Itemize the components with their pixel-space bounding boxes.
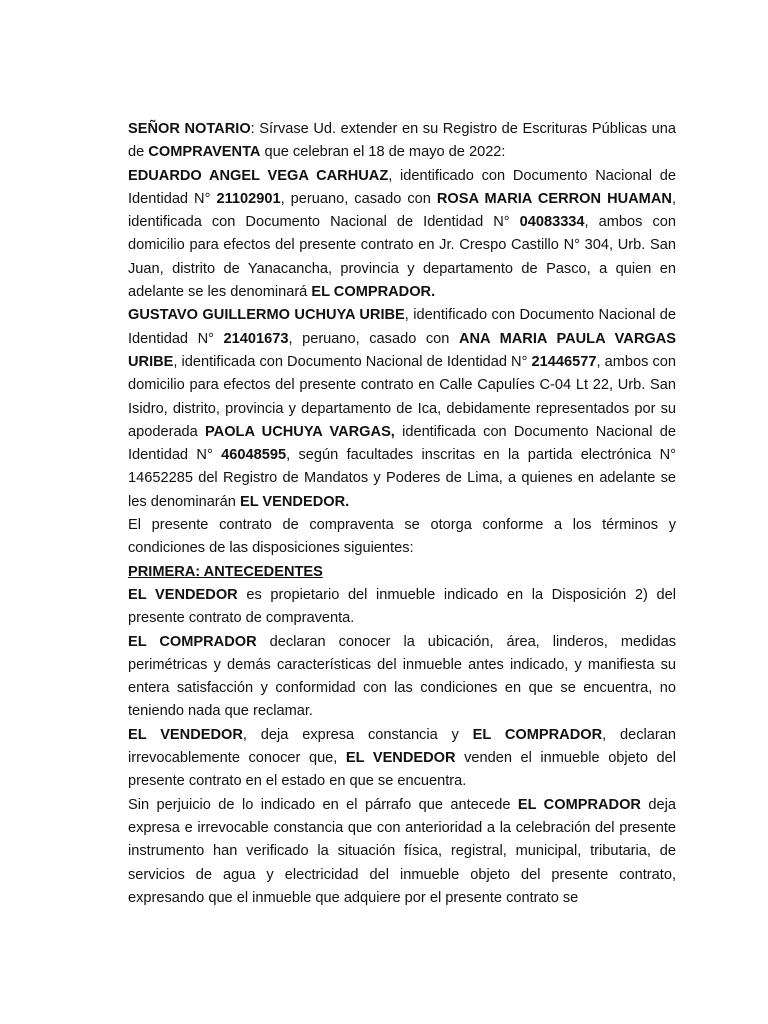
text-run: identificada con Documento Nacional de Identidad N° xyxy=(128,423,676,464)
bold-text: EL VENDEDOR xyxy=(128,586,238,603)
section-heading: PRIMERA: ANTECEDENTES xyxy=(128,563,323,580)
bold-text: EDUARDO ANGEL VEGA CARHUAZ xyxy=(128,167,389,184)
bold-text: ANA MARIA PAULA VARGAS URIBE xyxy=(128,330,676,370)
bold-text: EL VENDEDOR xyxy=(345,750,456,767)
text-run: , identificado con Documento Nacional de Identidad N° xyxy=(128,307,676,347)
text-run: que celebran el 18 de mayo de 2022: xyxy=(260,144,506,161)
text-run: , identificada con Documento Nacional de Identidad N° xyxy=(128,190,676,231)
text-run: , ambos con domicilio para efectos del presente contrato en Jr. Crespo Castillo N° 304, Urb. San Juan, distrito de Yanacancha, provincia y departamento de Pasco, a quien en adelante se les denominará xyxy=(128,214,676,301)
bold-text: 04083334 xyxy=(519,214,585,231)
text-run: , declaran irrevocablemente conocer que, xyxy=(128,726,677,767)
bold-text: 21446577 xyxy=(531,353,597,370)
bold-text: PAOLA UCHUYA VARGAS, xyxy=(205,423,395,440)
text-run: El presente contrato de compraventa se otorga conforme a los términos y condiciones de las disposiciones siguientes: xyxy=(128,517,676,557)
document-paragraph xyxy=(128,165,676,305)
bold-text: COMPRAVENTA xyxy=(148,144,261,161)
text-run: : Sírvase Ud. extender en su Registro de Escrituras Públicas una de xyxy=(128,121,676,161)
bold-text: GUSTAVO GUILLERMO UCHUYA URIBE xyxy=(128,307,405,324)
text-run: , ambos con domicilio para efectos del presente contrato en Calle Capulíes C-04 Lt 22, Urb. San Isidro, distrito, provincia y departamento de Ica, debidamente representados por su apoderada xyxy=(128,353,676,440)
document-paragraph xyxy=(128,584,676,631)
document-paragraph xyxy=(128,631,676,724)
bold-text: ROSA MARIA CERRON HUAMAN xyxy=(436,190,672,207)
text-run: , deja expresa constancia y xyxy=(242,726,473,743)
document-paragraph xyxy=(128,561,676,584)
text-run: , identificado con Documento Nacional de Identidad N° xyxy=(128,167,676,207)
text-run: venden el inmueble objeto del presente contrato en el estado en que se encuentra. xyxy=(128,750,676,790)
text-run: , identificada con Documento Nacional de Identidad N° xyxy=(173,353,532,370)
document-paragraph xyxy=(128,304,676,514)
document-paragraph xyxy=(128,514,676,561)
text-run: , peruano, casado con xyxy=(288,330,459,347)
text-run: , según facultades inscritas en la partida electrónica N° 14652285 del Registro de Mandatos y Poderes de Lima, a quienes en adelante se les denominarán xyxy=(128,447,676,510)
text-run: es propietario del inmueble indicado en la Disposición 2) del presente contrato de compraventa. xyxy=(128,586,676,627)
bold-text: 21102901 xyxy=(216,190,281,207)
bold-text: EL VENDEDOR. xyxy=(239,493,350,510)
document-body xyxy=(128,118,676,910)
text-run: , peruano, casado con xyxy=(280,190,437,207)
bold-text: 21401673 xyxy=(223,330,289,347)
text-run: Sin perjuicio de lo indicado en el párrafo que antecede xyxy=(128,796,518,813)
bold-text: EL COMPRADOR xyxy=(517,796,641,813)
document-paragraph xyxy=(128,794,676,910)
bold-text: EL COMPRADOR xyxy=(128,633,257,650)
document-paragraph xyxy=(128,118,676,165)
bold-text: 46048595 xyxy=(221,447,287,464)
bold-text: SEÑOR NOTARIO xyxy=(128,121,251,137)
bold-text: EL COMPRADOR xyxy=(472,726,603,743)
text-run: declaran conocer la ubicación, área, linderos, medidas perimétricas y demás características del inmueble antes indicado, y manifiesta su entera satisfacción y conformidad con las condiciones en que se encuentra, no teniendo nada que reclamar. xyxy=(128,633,676,720)
document-paragraph xyxy=(128,724,676,794)
bold-text: EL COMPRADOR. xyxy=(311,284,436,301)
text-run: deja expresa e irrevocable constancia que con anterioridad a la celebración del presente instrumento han verificado la situación física, registral, municipal, tributaria, de servicios de agua y electricidad del inmueble objeto del presente contrato, expresando que el inmueble que adquiere por el presente contrato se xyxy=(128,796,677,906)
bold-text: EL VENDEDOR xyxy=(128,726,243,743)
